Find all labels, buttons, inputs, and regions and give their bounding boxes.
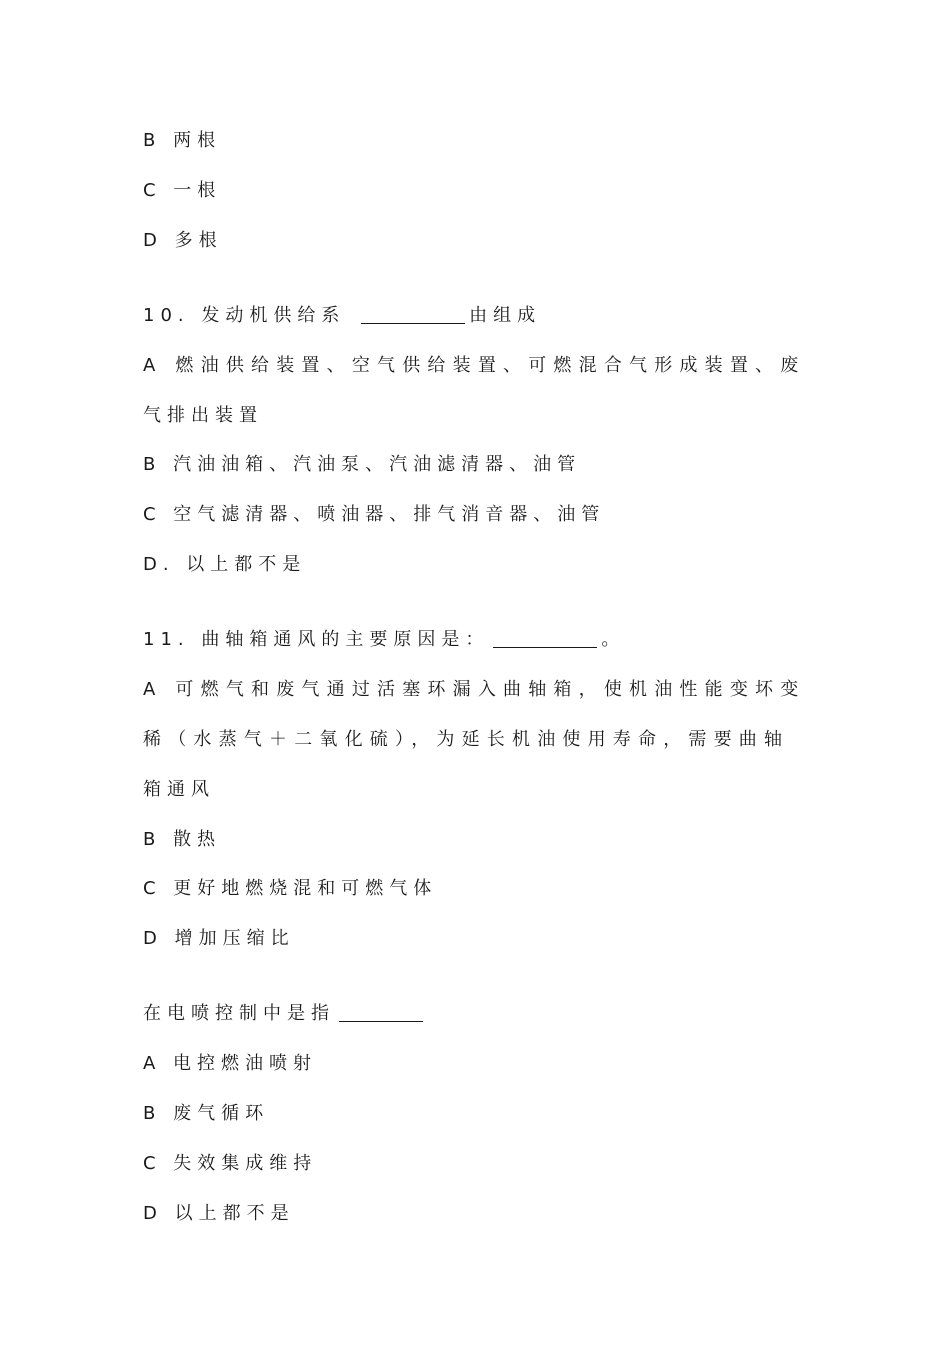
q12-option-c: C 失效集成维持: [143, 1153, 318, 1174]
q10-option-a-line2: 气排出装置: [143, 405, 263, 426]
q12-option-b: B 废气循环: [143, 1103, 270, 1124]
q12-stem: [143, 1002, 823, 1026]
q12-answer-blank: [339, 1003, 423, 1022]
q10-stem-suffix: 由组成: [469, 305, 542, 326]
q11-stem-suffix: 。: [601, 629, 626, 650]
q10-option-d: D. 以上都不是: [143, 554, 307, 575]
q9-option-b: B 两根: [143, 130, 222, 151]
q11-stem: [143, 628, 823, 652]
q11-stem-text: 11. 曲轴箱通风的主要原因是：: [143, 629, 490, 650]
q11-option-a-line3: 箱通风: [143, 779, 215, 800]
q11-option-c: C 更好地燃烧混和可燃气体: [143, 878, 438, 899]
q10-stem-text: 10. 发动机供给系: [143, 305, 358, 326]
q10-option-b: B 汽油油箱、汽油泵、汽油滤清器、油管: [143, 454, 582, 475]
q11-option-a-line1: A 可燃气和废气通过活塞环漏入曲轴箱，使机油性能变坏变: [143, 679, 806, 700]
q10-stem: [143, 304, 823, 328]
q9-option-c: C 一根: [143, 180, 222, 201]
q9-option-d: D 多根: [143, 230, 223, 251]
q10-option-c: C 空气滤清器、喷油器、排气消音器、油管: [143, 504, 606, 525]
q10-option-a-line1: A 燃油供给装置、空气供给装置、可燃混合气形成装置、废: [143, 355, 806, 376]
q12-option-a: A 电控燃油喷射: [143, 1053, 318, 1074]
q10-answer-blank: [361, 305, 465, 324]
q11-option-d: D 增加压缩比: [143, 928, 295, 949]
q11-answer-blank: [493, 629, 597, 648]
q12-stem-text: 在电喷控制中是指: [143, 1003, 335, 1024]
q11-option-b: B 散热: [143, 829, 222, 850]
q12-option-d: D 以上都不是: [143, 1203, 295, 1224]
q11-option-a-line2: 稀（水蒸气＋二氧化硫），为延长机油使用寿命，需要曲轴: [143, 729, 790, 750]
